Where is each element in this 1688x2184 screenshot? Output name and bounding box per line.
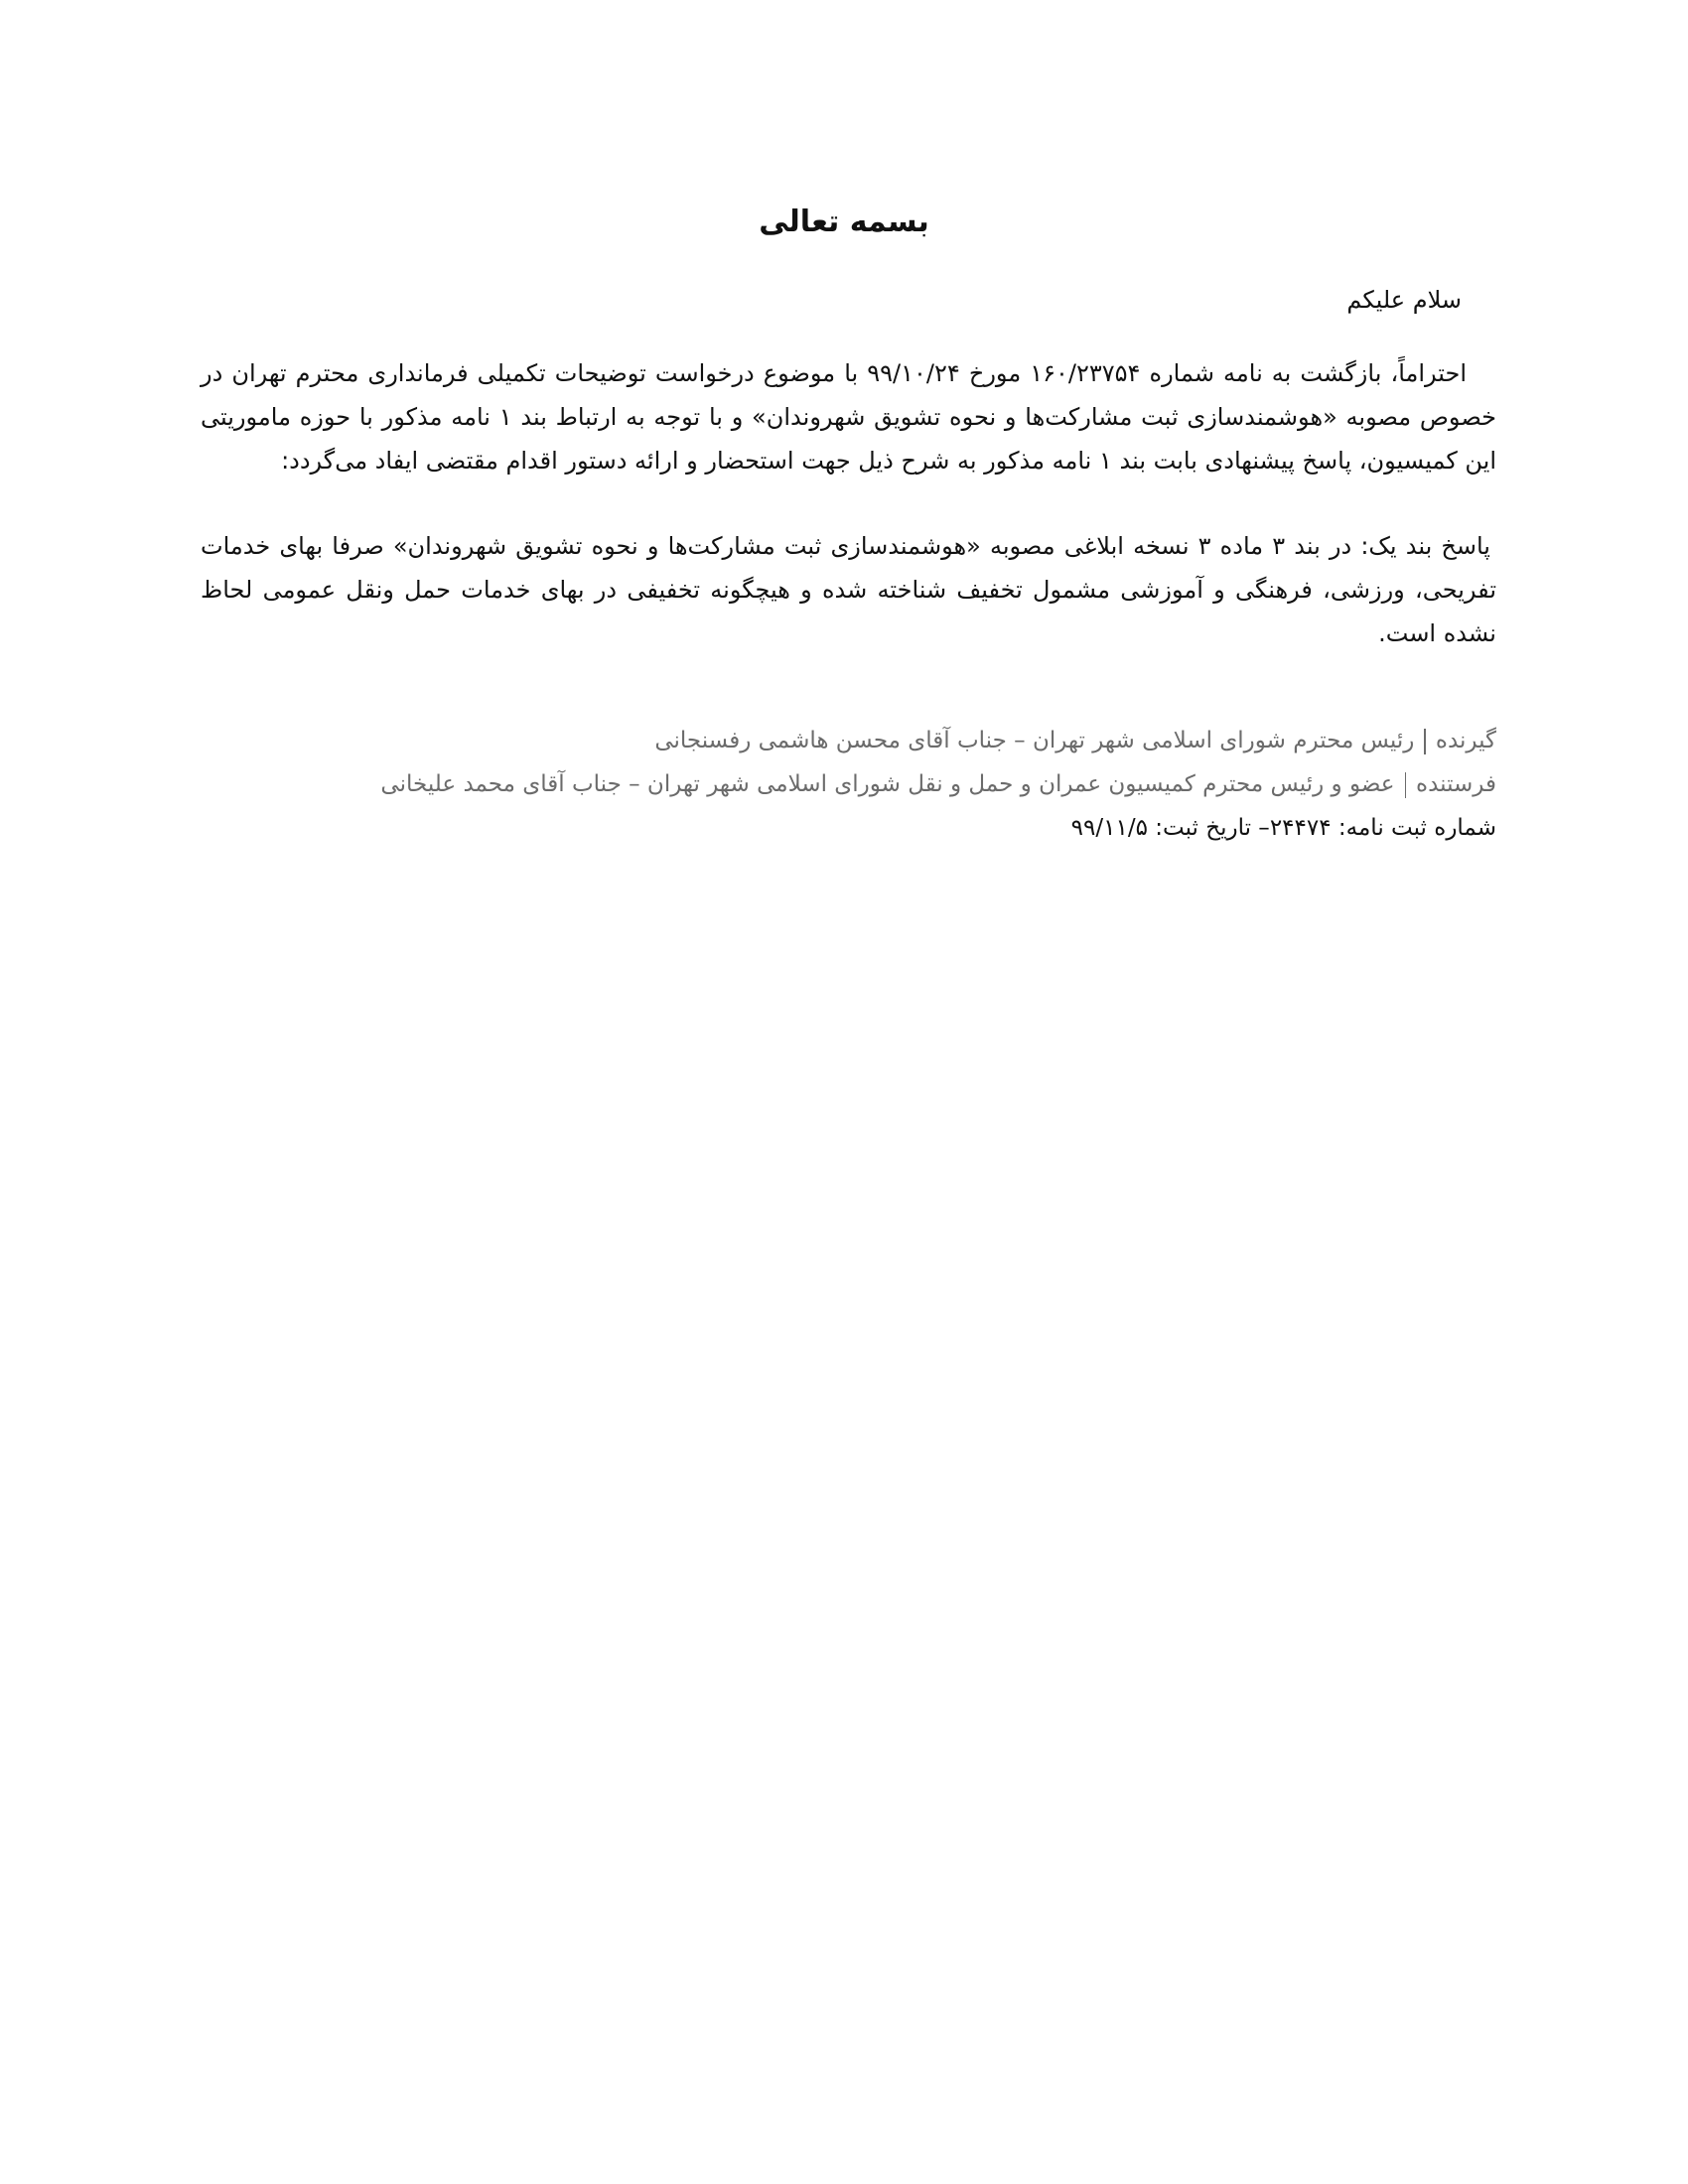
registration-line: شماره ثبت نامه: ۲۴۴۷۴– تاریخ ثبت: ۹۹/۱۱/۵ — [1070, 815, 1496, 841]
separator-bar — [1424, 729, 1426, 754]
document-title: بسمه تعالی — [759, 205, 929, 239]
recipient-line — [201, 719, 1496, 762]
letter-footer — [201, 719, 1496, 850]
sender-line — [201, 762, 1496, 806]
separator-bar — [1405, 772, 1407, 798]
recipient-label: گیرنده — [1435, 728, 1496, 753]
greeting: سلام علیکم — [1346, 286, 1462, 314]
sender-value: عضو و رئیس محترم کمیسیون عمران و حمل و نقل شورای اسلامی شهر تهران – جناب آقای محمد علیخانی — [380, 771, 1395, 797]
sender-label: فرستنده — [1416, 771, 1496, 797]
body-paragraph-2: پاسخ بند یک: در بند ۳ ماده ۳ نسخه ابلاغی مصوبه «هوشمندسازی ثبت مشارکت‌ها و نحوه تشویق شهروندان» صرفا بهای خدمات تفریحی، ورزشی، فرهنگی و آموزشی مشمول تخفیف شناخته شده و هیچگونه تخفیفی در بهای خدمات حمل ونقل عمومی لحاظ نشده است. — [201, 532, 1496, 647]
recipient-value: رئیس محترم شورای اسلامی شهر تهران – جناب آقای محسن هاشمی رفسنجانی — [654, 728, 1415, 753]
body-paragraph-1: احتراماً، بازگشت به نامه شماره ۱۶۰/۲۳۷۵۴ مورخ ۹۹/۱۰/۲۴ با موضوع درخواست توضیحات تکمیلی فرمانداری محترم تهران در خصوص مصوبه «هوشمندسازی ثبت مشارکت‌ها و نحوه تشویق شهروندان» و با توجه به ارتباط بند ۱ نامه مذکور با حوزه ماموریتی این کمیسیون، پاسخ پیشنهادی بابت بند ۱ نامه مذکور به شرح ذیل جهت استحضار و ارائه دستور اقدام مقتضی ایفاد می‌گردد: — [201, 359, 1496, 475]
